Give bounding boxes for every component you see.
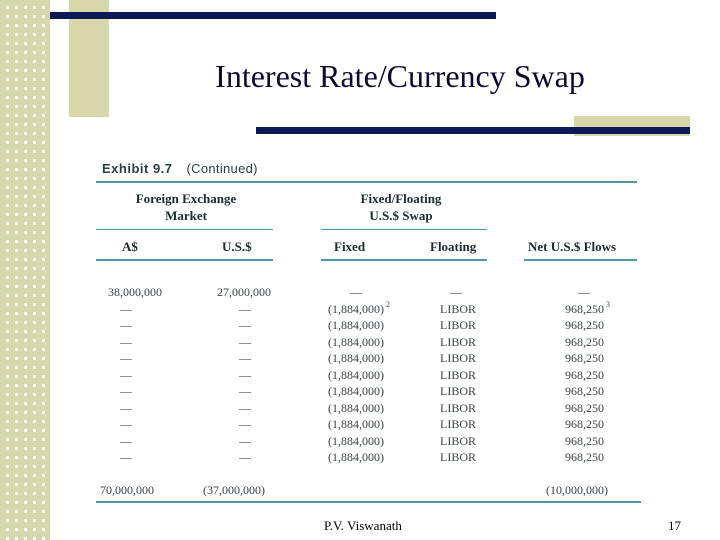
table-cell: (1,884,000)	[328, 334, 384, 349]
table-cell: —	[239, 301, 251, 316]
footer-author: P.V. Viswanath	[324, 518, 402, 533]
table-cell: LIBOR	[440, 417, 476, 431]
table-cell: (1,884,000)	[328, 400, 384, 415]
group-header-swap	[326, 190, 476, 224]
table-cell: LIBOR	[440, 384, 476, 398]
group-header-line: Market	[165, 208, 207, 223]
group-header-fx	[116, 190, 256, 224]
table-cell: —	[239, 318, 251, 332]
table-cell: (1,884,000)	[328, 384, 384, 398]
table-cell: 968,250	[565, 367, 604, 382]
column-header: A$	[122, 239, 138, 254]
table-cell: LIBOR	[440, 351, 476, 365]
column-header: Net U.S.$ Flows	[528, 239, 617, 254]
column-header: U.S.$	[222, 239, 252, 254]
footnote-mark: 2	[386, 299, 390, 309]
column-header: Fixed	[334, 239, 366, 254]
table-cell: (1,884,000)	[328, 351, 384, 365]
rule	[96, 501, 641, 503]
rule	[96, 259, 273, 261]
table-cell: —	[120, 417, 132, 431]
table-cell: 27,000,000	[217, 285, 271, 299]
table-cell: LIBOR	[440, 318, 476, 332]
table-cell: —	[120, 400, 132, 415]
table-cell: (1,884,000)	[328, 450, 384, 464]
decorative-bar	[50, 12, 496, 19]
table-cell: LIBOR	[440, 334, 476, 349]
table-cell: —	[120, 450, 132, 464]
table-cell: —	[239, 433, 251, 448]
table-cell: 968,250	[565, 301, 604, 316]
rule	[321, 259, 487, 261]
table-cell: —	[239, 450, 251, 464]
table-cell: 968,250	[565, 318, 604, 332]
table-cell: LIBOR	[440, 450, 476, 464]
group-header-line: U.S.$ Swap	[369, 208, 433, 223]
table-cell: —	[239, 384, 251, 398]
table-cell: —	[350, 285, 362, 299]
table-cell: (1,884,000)	[328, 301, 384, 316]
column-header: Floating	[430, 239, 477, 254]
footnote-mark: 3	[606, 299, 610, 309]
rule	[96, 181, 637, 183]
exhibit-label	[102, 161, 258, 176]
table-cell: —	[239, 367, 251, 382]
table-cell: 968,250	[565, 384, 604, 398]
total-cell: 70,000,000	[100, 483, 154, 497]
exhibit-table	[96, 155, 641, 505]
rule	[524, 259, 637, 261]
table-cell: —	[239, 351, 251, 365]
exhibit-continued: (Continued)	[186, 161, 258, 176]
table-cell: —	[120, 301, 132, 316]
table-cell: (1,884,000)	[328, 367, 384, 382]
total-cell: (37,000,000)	[203, 483, 265, 497]
table-cell: —	[120, 384, 132, 398]
table-cell: (1,884,000)	[328, 433, 384, 448]
table-cell: 968,250	[565, 417, 604, 431]
table-cell: (1,884,000)	[328, 417, 384, 431]
page-number: 17	[668, 518, 681, 533]
table-cell: —	[120, 318, 132, 332]
slide-title: Interest Rate/Currency Swap	[215, 58, 585, 94]
table-cell: LIBOR	[440, 433, 476, 448]
table-cell: 968,250	[565, 334, 604, 349]
table-cell: 968,250	[565, 433, 604, 448]
group-header-line: Fixed/Floating	[360, 191, 442, 206]
table-cell: (1,884,000)	[328, 318, 384, 332]
table-cell: —	[239, 400, 251, 415]
exhibit-number: Exhibit 9.7	[102, 161, 173, 176]
table-cell: —	[120, 367, 132, 382]
table-cell: —	[239, 417, 251, 431]
table-cell: —	[120, 334, 132, 349]
table-cell: —	[120, 351, 132, 365]
decorative-bar	[256, 127, 690, 134]
table-cell: —	[120, 433, 132, 448]
table-cell: 968,250	[565, 450, 604, 464]
table-cell: LIBOR	[440, 400, 476, 415]
table-cell: LIBOR	[440, 367, 476, 382]
table-cell: —	[578, 285, 590, 299]
total-cell: (10,000,000)	[546, 483, 608, 497]
table-cell: 968,250	[565, 400, 604, 415]
group-header-line: Foreign Exchange	[135, 191, 237, 206]
table-cell: —	[239, 334, 251, 349]
group-rule	[321, 229, 487, 230]
table-cell: —	[450, 285, 462, 299]
group-rule	[96, 229, 273, 230]
table-cell: 38,000,000	[108, 285, 162, 299]
table-cell: LIBOR	[440, 301, 476, 316]
table-cell: 968,250	[565, 351, 604, 365]
